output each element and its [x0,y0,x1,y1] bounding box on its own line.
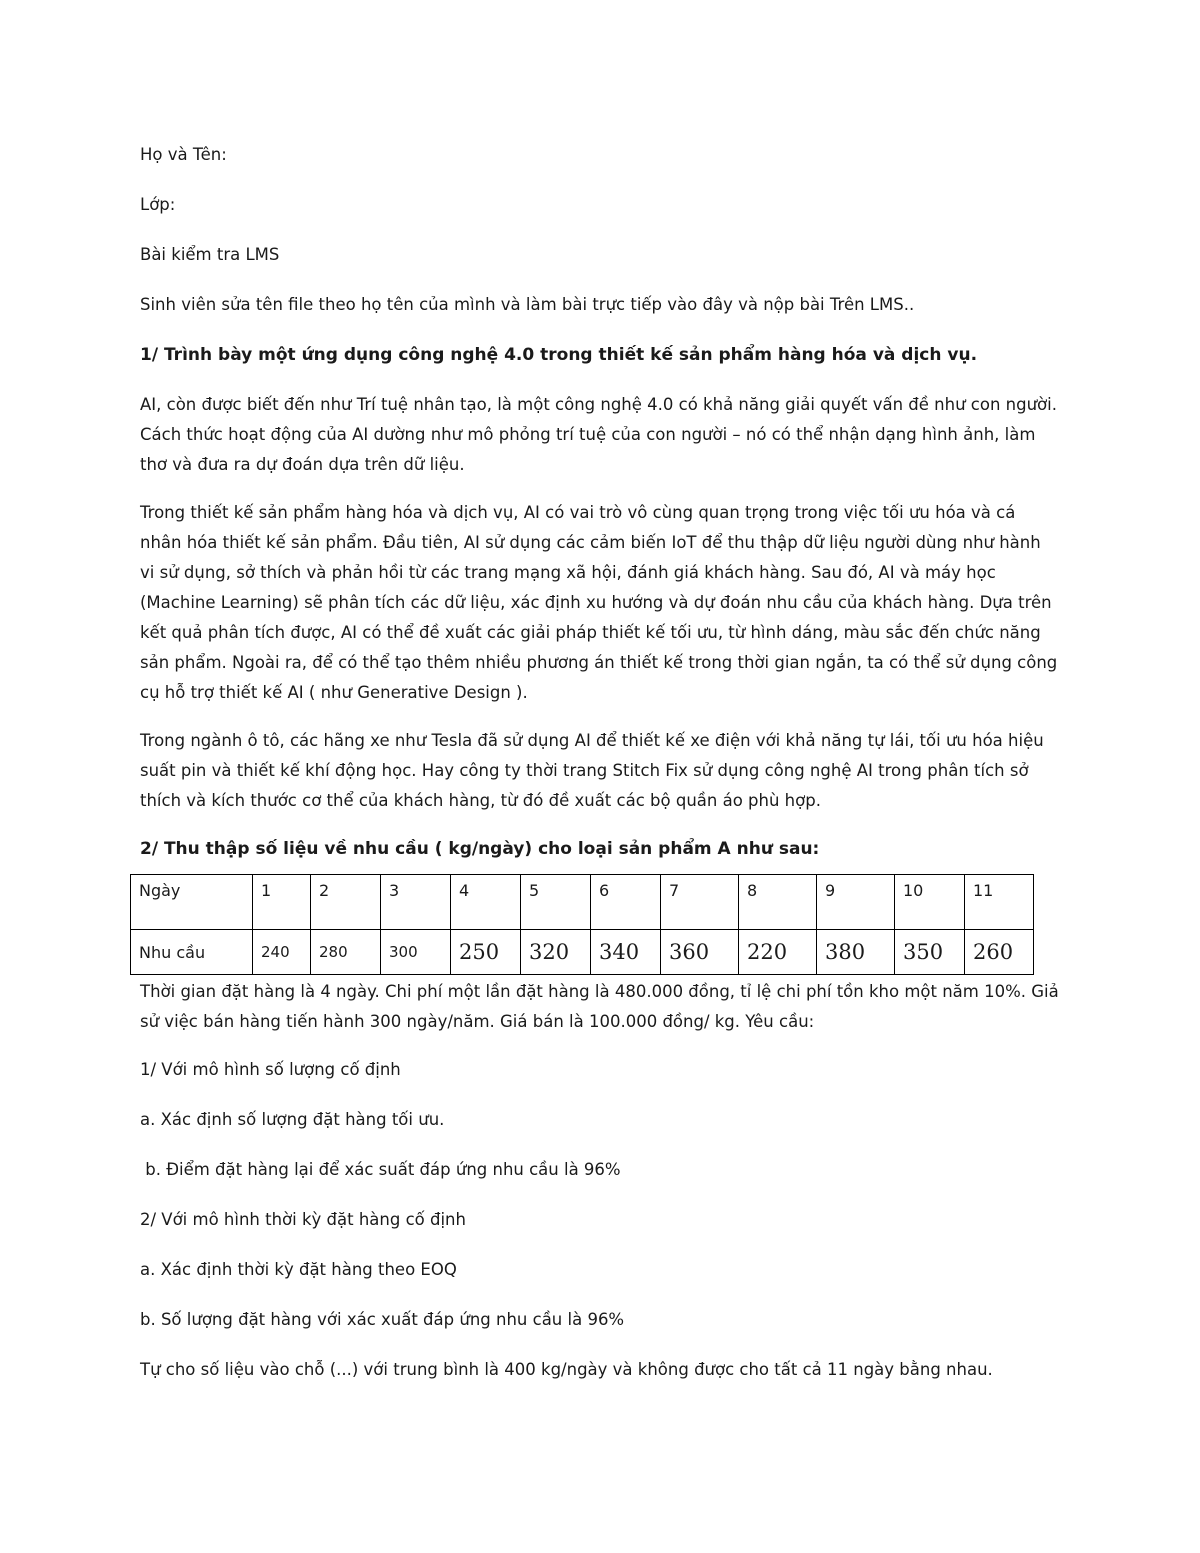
demand-cell: 280 [311,930,381,975]
data-note: Tự cho số liệu vào chỗ (...) với trung bình là 400 kg/ngày và không được cho tất cả 11 ngày bằng nhau. [140,1360,993,1379]
requirement-1: 1/ Với mô hình số lượng cố định [140,1060,401,1079]
day-cell: 1 [253,875,311,930]
day-cell: 10 [895,875,965,930]
question-1-heading: 1/ Trình bày một ứng dụng công nghệ 4.0 trong thiết kế sản phẩm hàng hóa và dịch vụ. [140,345,978,365]
demand-cell: 220 [739,930,817,975]
class-label: Lớp: [140,195,176,214]
requirement-1b: b. Điểm đặt hàng lại để xác suất đáp ứng nhu cầu là 96% [140,1160,621,1179]
question-1-paragraph-3: Trong ngành ô tô, các hãng xe như Tesla đã sử dụng AI để thiết kế xe điện với khả năng tự lái, tối ưu hóa hiệu suất pin và thiết kế khí động học. Hay công ty thời trang Stitch Fix sử dụng công nghệ AI trong phân tích sở thích và kích thước cơ thể của khách hàng, từ đó đề xuất các bộ quần áo phù hợp. [140,731,1044,810]
table-row-days [131,875,1034,930]
demand-cell: 300 [381,930,451,975]
demand-cell: 320 [521,930,591,975]
question-1-paragraph-1: AI, còn được biết đến như Trí tuệ nhân tạo, là một công nghệ 4.0 có khả năng giải quyết vấn đề như con người. Cách thức hoạt động của AI dường như mô phỏng trí tuệ của con người – nó có thể nhận dạng hình ảnh, làm thơ và đưa ra dự đoán dựa trên dữ liệu. [140,395,1057,474]
requirement-2a: a. Xác định thời kỳ đặt hàng theo EOQ [140,1260,457,1279]
day-cell: 11 [965,875,1034,930]
row-label-days: Ngày [131,875,253,930]
day-cell: 4 [451,875,521,930]
demand-cell: 260 [965,930,1034,975]
day-cell: 2 [311,875,381,930]
demand-cell: 380 [817,930,895,975]
name-label: Họ và Tên: [140,145,227,164]
demand-table [130,874,1034,975]
test-title: Bài kiểm tra LMS [140,245,280,264]
demand-cell: 360 [661,930,739,975]
day-cell: 3 [381,875,451,930]
day-cell: 5 [521,875,591,930]
demand-cell: 250 [451,930,521,975]
day-cell: 6 [591,875,661,930]
demand-cell: 340 [591,930,661,975]
row-label-demand: Nhu cầu [131,930,253,975]
question-2-heading: 2/ Thu thập số liệu về nhu cầu ( kg/ngày) cho loại sản phẩm A như sau: [140,839,820,859]
day-cell: 7 [661,875,739,930]
demand-cell: 240 [253,930,311,975]
requirement-1a: a. Xác định số lượng đặt hàng tối ưu. [140,1110,445,1129]
day-cell: 8 [739,875,817,930]
day-cell: 9 [817,875,895,930]
demand-cell: 350 [895,930,965,975]
table-row-demand [131,930,1034,975]
question-2-conditions: Thời gian đặt hàng là 4 ngày. Chi phí một lần đặt hàng là 480.000 đồng, tỉ lệ chi phí tồn kho một năm 10%. Giả sử việc bán hàng tiến hành 300 ngày/năm. Giá bán là 100.000 đồng/ kg. Yêu cầu: [140,982,1059,1031]
question-1-paragraph-2: Trong thiết kế sản phẩm hàng hóa và dịch vụ, AI có vai trò vô cùng quan trọng trong việc tối ưu hóa và cá nhân hóa thiết kế sản phẩm. Đầu tiên, AI sử dụng các cảm biến IoT để thu thập dữ liệu người dùng như hành vi sử dụng, sở thích và phản hồi từ các trang mạng xã hội, đánh giá khách hàng. Sau đó, AI và máy học (Machine Learning) sẽ phân tích các dữ liệu, xác định xu hướng và dự đoán nhu cầu của khách hàng. Dựa trên kết quả phân tích được, AI có thể đề xuất các giải pháp thiết kế tối ưu, từ hình dáng, màu sắc đến chức năng sản phẩm. Ngoài ra, để có thể tạo thêm nhiều phương án thiết kế trong thời gian ngắn, ta có thể sử dụng công cụ hỗ trợ thiết kế AI ( như Generative Design ). [140,503,1058,702]
instruction-text: Sinh viên sửa tên file theo họ tên của mình và làm bài trực tiếp vào đây và nộp bài Trên LMS.. [140,295,915,314]
requirement-2: 2/ Với mô hình thời kỳ đặt hàng cố định [140,1210,466,1229]
document-page [140,140,1060,1405]
requirement-2b: b. Số lượng đặt hàng với xác xuất đáp ứng nhu cầu là 96% [140,1310,625,1329]
